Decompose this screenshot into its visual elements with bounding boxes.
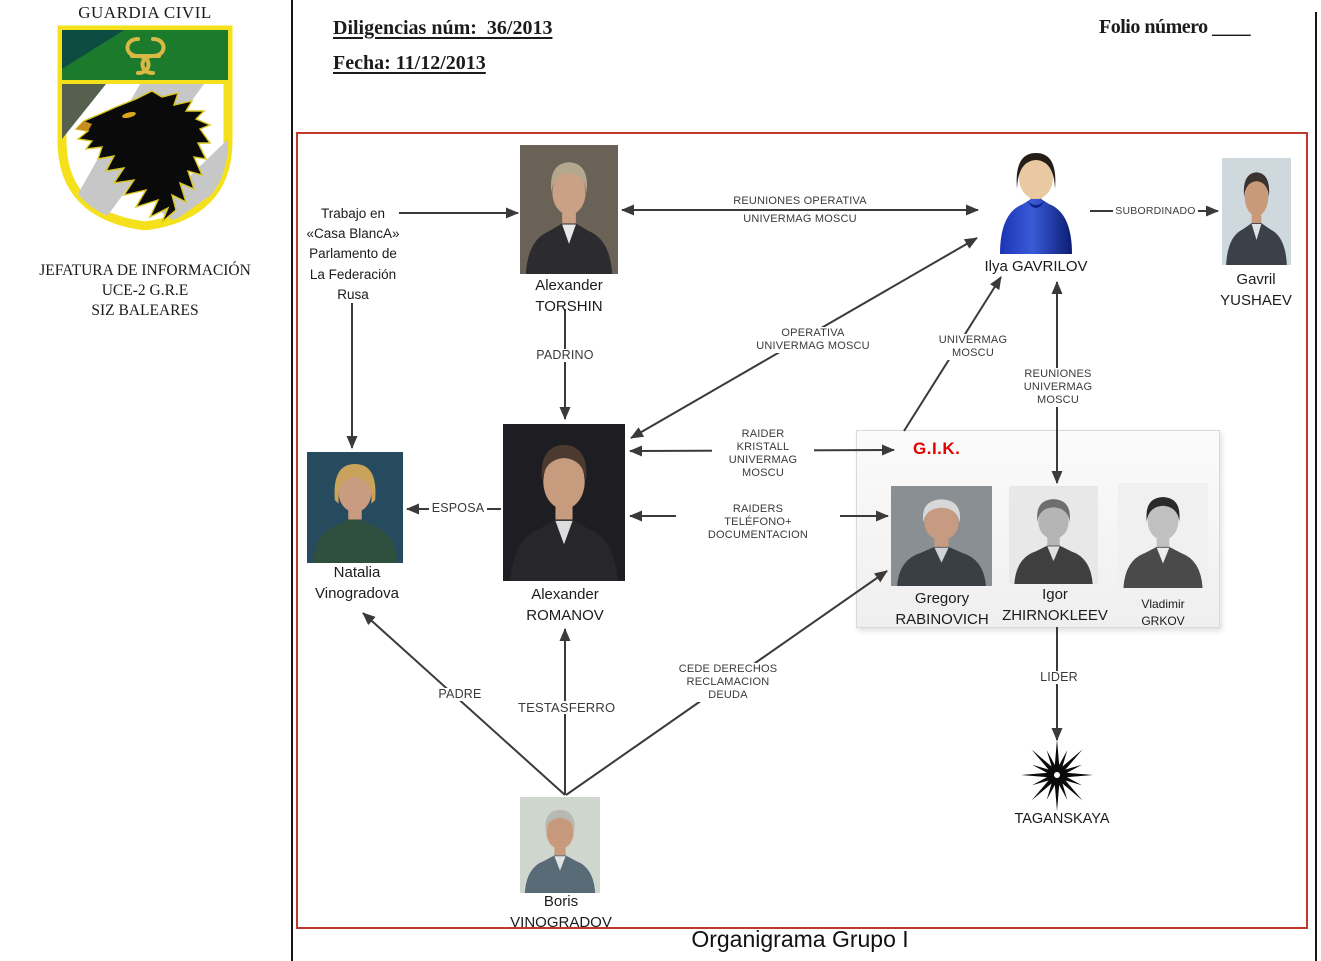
label-grkov: Vladimir GRKOV [1141,597,1185,628]
label-zhirnokleev: Igor ZHIRNOKLEEV [1002,586,1108,624]
photo-yushaev [1222,158,1291,265]
gik-group-title: G.I.K. [913,439,961,458]
unit-line-2: UCE-2 G.R.E [101,282,189,299]
photo-boris [520,797,600,893]
fecha-field: Fecha: 11/12/2013 [333,52,486,74]
label-romanov: Alexander ROMANOV [526,586,604,624]
unit-line-3: SIZ BALEARES [91,302,199,319]
label-padre: PADRE [433,688,487,701]
label-lider: LIDER [1040,670,1078,684]
label-padrino: PADRINO [534,349,596,362]
label-reuniones-operativa: REUNIONES OPERATIVA UNIVERMAG MOSCU [733,195,867,225]
photo-rabinovich [891,486,992,586]
label-rabinovich: Gregory RABINOVICH [895,590,989,628]
label-yushaev: Gavril YUSHAEV [1220,271,1292,309]
folio-number-field: Folio número ____ [1099,16,1251,38]
label-trabajo-casa-blanca: Trabajo en «Casa BlancA» Parlamento de La Federación Rusa [306,206,400,302]
avatar-gavrilov [990,147,1082,254]
guardia-civil-title: GUARDIA CIVIL [78,3,212,22]
photo-torshin [520,145,618,274]
taganskaya-star-icon [1021,738,1093,812]
label-subordinado: SUBORDINADO [1113,205,1198,218]
label-taganskaya: TAGANSKAYA [1014,811,1110,827]
photo-zhirnokleev [1009,486,1098,584]
label-boris: Boris VINOGRADOV [510,893,612,931]
label-univermag-moscu: UNIVERMAG MOSCU [936,334,1010,360]
label-gavrilov: Ilya GAVRILOV [984,258,1088,275]
unit-designation [8,261,282,321]
label-natalia: Natalia Vinogradova [315,564,399,602]
label-operativa-univermag: OPERATIVA UNIVERMAG MOSCU [751,327,875,353]
guardia-civil-shield-logo [52,23,238,230]
diagram-caption: Organigrama Grupo I [691,926,909,952]
photo-romanov [503,424,625,581]
left-divider-line [291,0,293,961]
label-raiders-telefono: RAIDERS TELÉFONO+ DOCUMENTACION [676,503,840,542]
label-testasferro: TESTASFERRO [518,700,616,715]
right-divider-line [1315,12,1317,961]
unit-line-1: JEFATURA DE INFORMACIÓN [39,262,251,279]
photo-grkov [1118,483,1208,588]
label-torshin: Alexander TORSHIN [535,277,603,315]
label-reuniones-univermag: REUNIONES UNIVERMAG MOSCU [1006,368,1110,407]
photo-natalia [307,452,403,563]
label-raider-kristall: RAIDER KRISTALL UNIVERMAG MOSCU [712,428,814,480]
label-cede-derechos: CEDE DERECHOS RECLAMACION DEUDA [666,663,790,702]
diligencias-number: Diligencias núm: 36/2013 [333,17,553,39]
label-esposa: ESPOSA [429,502,487,515]
